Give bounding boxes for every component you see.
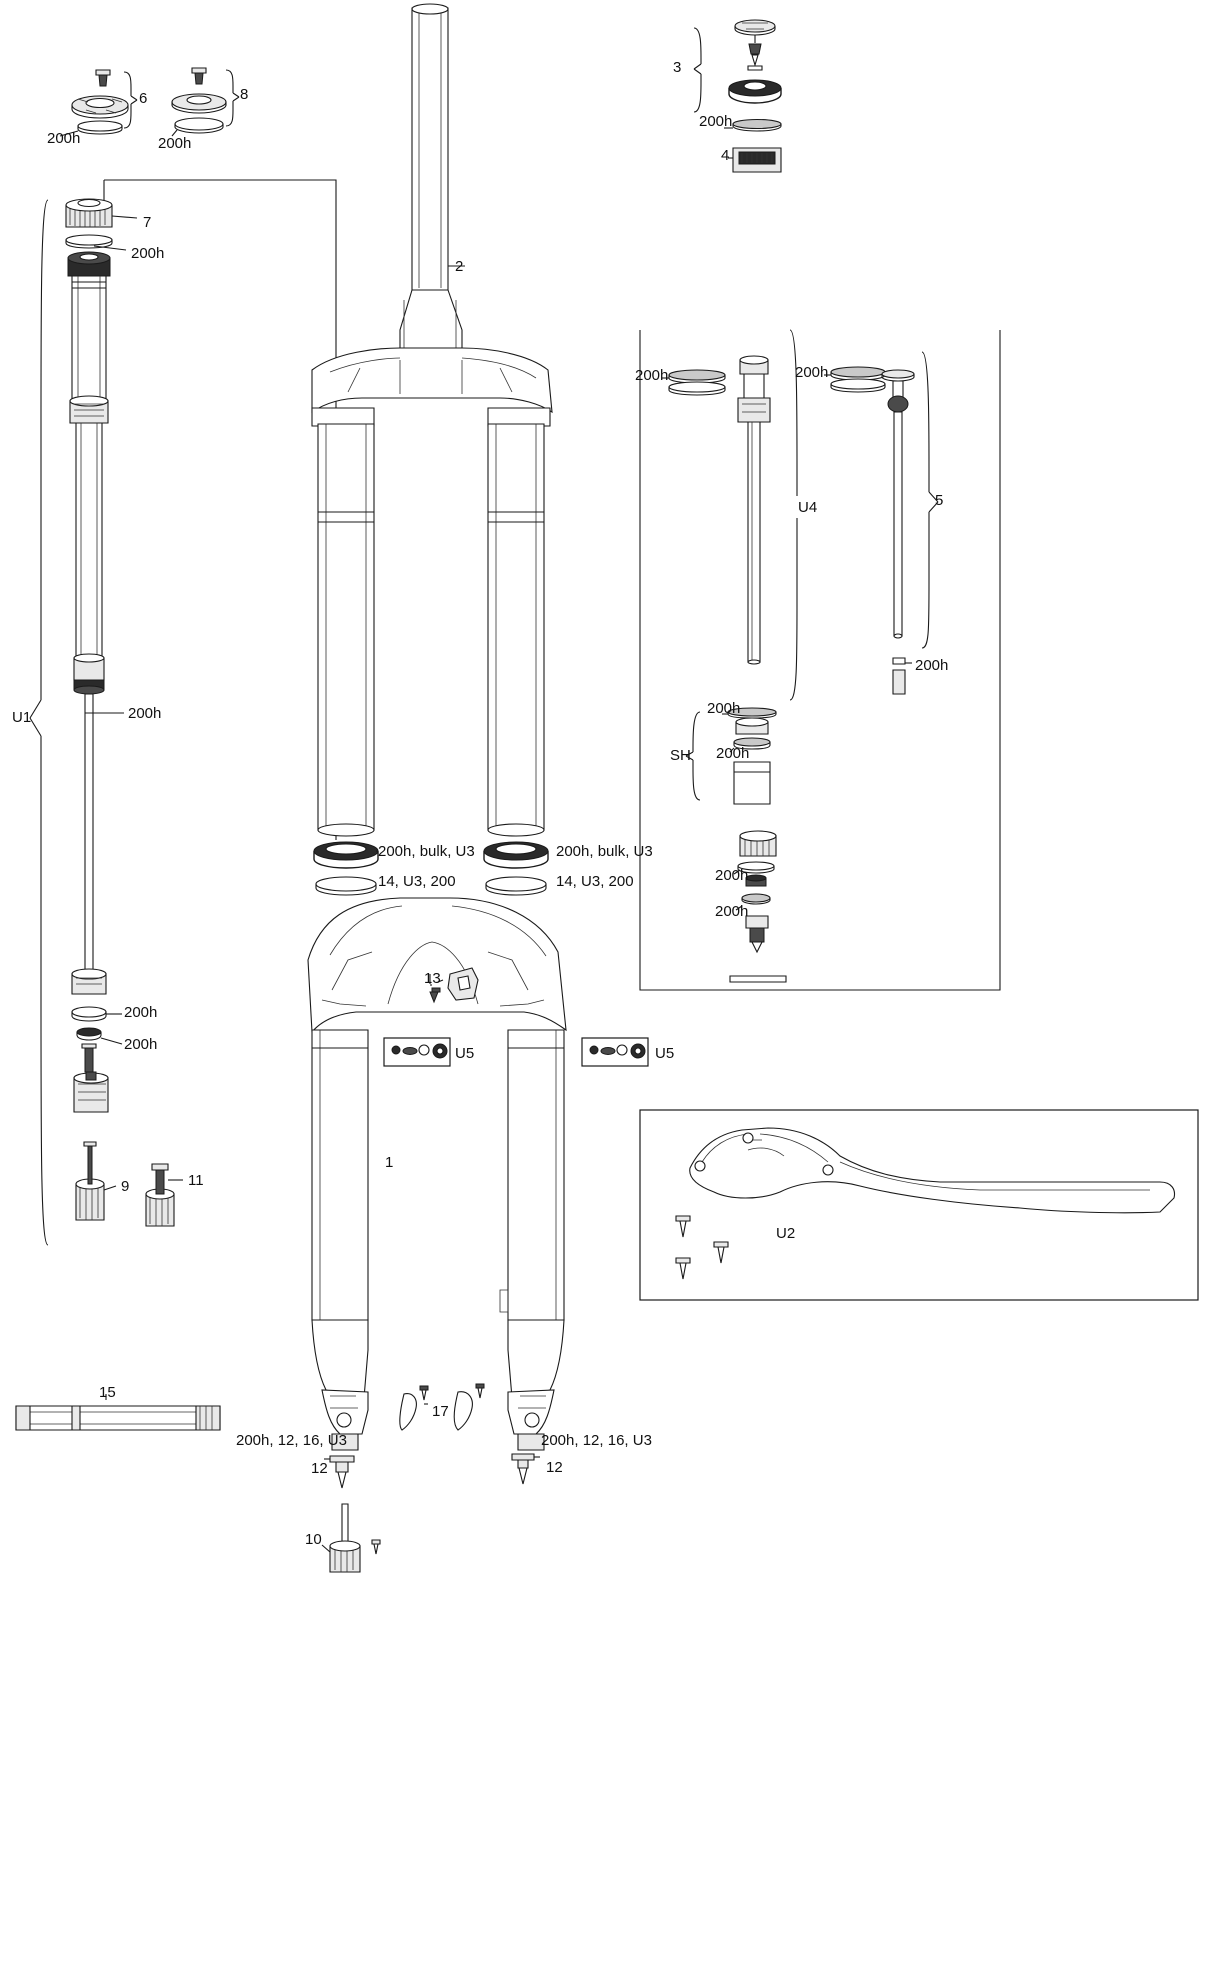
part-15-axle <box>16 1394 220 1430</box>
label-200h-9: 200h <box>707 700 741 717</box>
label-200h-13: 200h <box>124 1004 158 1021</box>
washer-stack-left-u4 <box>662 370 725 395</box>
label-part-7: 7 <box>143 214 152 231</box>
label-200h-2: 200h <box>158 135 192 152</box>
label-200h-8: 200h <box>128 705 162 722</box>
u1-damper-assembly <box>68 252 124 1112</box>
label-200h-7: 200h <box>915 657 949 674</box>
part-12-right <box>512 1454 540 1484</box>
label-group-u2: U2 <box>776 1225 796 1242</box>
u2-fender-box <box>640 1110 1198 1300</box>
part-9-group <box>76 1142 116 1220</box>
label-part-9: 9 <box>121 1178 130 1195</box>
label-part-15: 15 <box>99 1384 116 1401</box>
label-part-12-left: 12 <box>311 1460 328 1477</box>
label-part-5: 5 <box>935 492 944 509</box>
small-part-200h-right <box>893 658 912 694</box>
label-group-u1: U1 <box>12 709 32 726</box>
part-8-group <box>172 68 239 136</box>
label-part-8: 8 <box>240 86 249 103</box>
dust-seal-left <box>314 842 378 895</box>
label-200h-5: 200h <box>635 367 669 384</box>
label-part-14-right: 14, U3, 200 <box>556 873 634 890</box>
washer-stack-right-5 <box>824 367 885 392</box>
part-4-group <box>728 148 781 172</box>
label-part-1: 1 <box>385 1154 394 1171</box>
u1-bracket <box>30 200 48 1245</box>
label-part-12-right: 12 <box>546 1459 563 1476</box>
label-seal-left: 200h, bulk, U3 <box>378 843 475 860</box>
label-200h-3: 200h <box>699 113 733 130</box>
u5-decal-right <box>582 1038 648 1066</box>
label-part-2: 2 <box>455 258 464 275</box>
dust-seal-right <box>484 842 548 895</box>
label-group-sh: SH <box>670 747 691 764</box>
u5-decal-left <box>384 1038 450 1066</box>
part-11-group <box>146 1164 183 1226</box>
label-part-3: 3 <box>673 59 682 76</box>
label-hardware-right: 200h, 12, 16, U3 <box>541 1432 652 1449</box>
part-2-crown-steerer <box>312 4 552 836</box>
part-6-group <box>60 70 137 136</box>
label-part-14-left: 14, U3, 200 <box>378 873 456 890</box>
label-part-10: 10 <box>305 1531 322 1548</box>
label-part-11: 11 <box>188 1172 204 1189</box>
part-10-group <box>322 1504 380 1572</box>
label-hardware-left: 200h, 12, 16, U3 <box>236 1432 347 1449</box>
part-7-group <box>66 199 137 250</box>
label-200h-6: 200h <box>795 364 829 381</box>
label-200h-10: 200h <box>716 745 750 762</box>
label-200h-4: 200h <box>131 245 165 262</box>
label-seal-right: 200h, bulk, U3 <box>556 843 653 860</box>
part-12-left <box>324 1456 354 1488</box>
label-200h-14: 200h <box>124 1036 158 1053</box>
label-200h-12: 200h <box>715 903 749 920</box>
label-part-6: 6 <box>139 90 148 107</box>
label-200h-1: 200h <box>47 130 81 147</box>
label-part-4: 4 <box>721 147 730 164</box>
label-part-17: 17 <box>432 1403 449 1420</box>
label-group-u4: U4 <box>798 499 818 516</box>
label-group-u5-left: U5 <box>455 1045 475 1062</box>
label-group-u5-right: U5 <box>655 1045 675 1062</box>
label-200h-11: 200h <box>715 867 749 884</box>
label-part-13: 13 <box>424 970 441 987</box>
part-5-air-shaft <box>882 352 938 648</box>
